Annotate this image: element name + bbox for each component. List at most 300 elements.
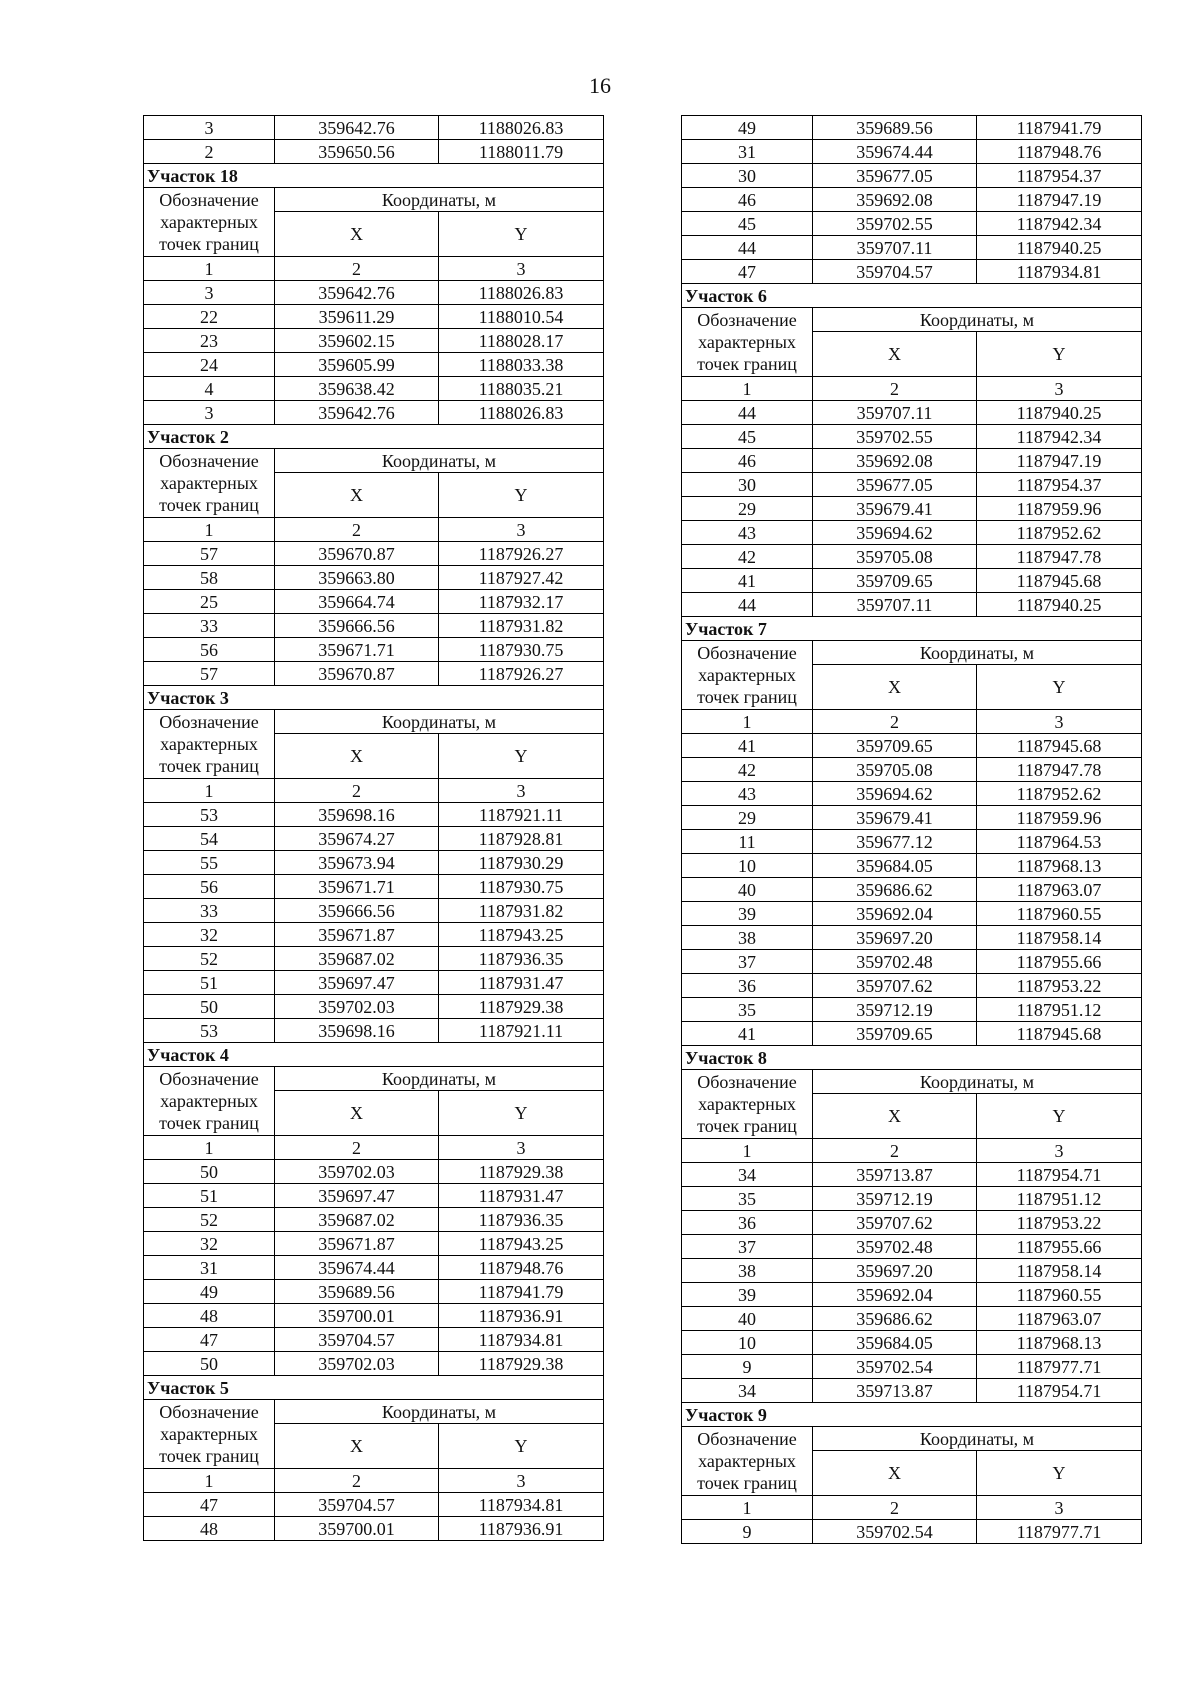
- x-coordinate: 359704.57: [275, 1328, 439, 1352]
- y-coordinate: 1187936.91: [439, 1517, 604, 1541]
- column-number-3: 3: [977, 1496, 1142, 1520]
- header-row: [682, 1427, 1142, 1451]
- designation-header: Обозначение характерных точек границ: [682, 1427, 813, 1496]
- table-row: [682, 188, 1142, 212]
- y-coordinate: 1187977.71: [977, 1520, 1142, 1544]
- point-id: 42: [682, 545, 813, 569]
- section-title: Участок 2: [144, 425, 604, 449]
- x-coordinate: 359670.87: [275, 542, 439, 566]
- y-coordinate: 1187929.38: [439, 995, 604, 1019]
- x-header: X: [275, 734, 439, 779]
- column-number-row: [682, 1496, 1142, 1520]
- y-coordinate: 1187930.75: [439, 875, 604, 899]
- point-id: 58: [144, 566, 275, 590]
- x-coordinate: 359674.44: [275, 1256, 439, 1280]
- table-row: [144, 827, 604, 851]
- x-coordinate: 359707.62: [813, 974, 977, 998]
- point-id: 51: [144, 1184, 275, 1208]
- point-id: 33: [144, 614, 275, 638]
- point-id: 47: [144, 1328, 275, 1352]
- y-coordinate: 1187963.07: [977, 878, 1142, 902]
- point-id: 42: [682, 758, 813, 782]
- right-column: [681, 115, 1141, 1544]
- point-id: 48: [144, 1517, 275, 1541]
- table-row: [682, 497, 1142, 521]
- table-row: [682, 569, 1142, 593]
- point-id: 50: [144, 1352, 275, 1376]
- y-coordinate: 1187929.38: [439, 1160, 604, 1184]
- x-coordinate: 359687.02: [275, 947, 439, 971]
- y-coordinate: 1187934.81: [439, 1328, 604, 1352]
- x-coordinate: 359707.11: [813, 593, 977, 617]
- x-coordinate: 359702.55: [813, 212, 977, 236]
- table-row: [682, 1520, 1142, 1544]
- column-number-1: 1: [682, 710, 813, 734]
- x-coordinate: 359684.05: [813, 1331, 977, 1355]
- x-coordinate: 359692.04: [813, 1283, 977, 1307]
- x-coordinate: 359687.02: [275, 1208, 439, 1232]
- y-coordinate: 1187928.81: [439, 827, 604, 851]
- section-title: Участок 5: [144, 1376, 604, 1400]
- y-coordinate: 1187942.34: [977, 212, 1142, 236]
- table-row: [144, 281, 604, 305]
- table-row: [682, 1211, 1142, 1235]
- point-id: 44: [682, 236, 813, 260]
- column-number-2: 2: [275, 257, 439, 281]
- table-row: [144, 1328, 604, 1352]
- point-id: 3: [144, 281, 275, 305]
- point-id: 33: [144, 899, 275, 923]
- y-coordinate: 1188010.54: [439, 305, 604, 329]
- table-row: [144, 377, 604, 401]
- designation-header: Обозначение характерных точек границ: [144, 188, 275, 257]
- table-row: [682, 1187, 1142, 1211]
- table-row: [144, 542, 604, 566]
- point-id: 50: [144, 995, 275, 1019]
- y-coordinate: 1187958.14: [977, 1259, 1142, 1283]
- y-coordinate: 1187930.29: [439, 851, 604, 875]
- point-id: 37: [682, 1235, 813, 1259]
- y-coordinate: 1187931.82: [439, 899, 604, 923]
- y-coordinate: 1187945.68: [977, 1022, 1142, 1046]
- point-id: 29: [682, 806, 813, 830]
- table-row: [144, 899, 604, 923]
- x-coordinate: 359605.99: [275, 353, 439, 377]
- y-coordinate: 1187945.68: [977, 734, 1142, 758]
- table-row: [144, 803, 604, 827]
- y-coordinate: 1187936.35: [439, 1208, 604, 1232]
- x-header: X: [275, 1424, 439, 1469]
- x-coordinate: 359694.62: [813, 782, 977, 806]
- x-coordinate: 359679.41: [813, 497, 977, 521]
- coordinates-header: Координаты, м: [275, 188, 604, 212]
- page-number: 16: [589, 73, 611, 98]
- y-coordinate: 1188026.83: [439, 401, 604, 425]
- column-number-2: 2: [275, 518, 439, 542]
- table-row: [682, 212, 1142, 236]
- coordinates-header: Координаты, м: [813, 1427, 1142, 1451]
- y-header: Y: [439, 1424, 604, 1469]
- point-id: 30: [682, 473, 813, 497]
- x-coordinate: 359697.47: [275, 971, 439, 995]
- y-coordinate: 1187955.66: [977, 1235, 1142, 1259]
- table-row: [144, 947, 604, 971]
- x-coordinate: 359707.11: [813, 236, 977, 260]
- table-row: [682, 140, 1142, 164]
- x-coordinate: 359702.03: [275, 1352, 439, 1376]
- point-id: 49: [144, 1280, 275, 1304]
- y-coordinate: 1187948.76: [439, 1256, 604, 1280]
- header-row: [144, 449, 604, 473]
- header-row: [682, 641, 1142, 665]
- column-number-2: 2: [813, 710, 977, 734]
- point-id: 29: [682, 497, 813, 521]
- point-id: 9: [682, 1355, 813, 1379]
- column-number-row: [682, 710, 1142, 734]
- x-coordinate: 359702.54: [813, 1355, 977, 1379]
- column-number-row: [144, 1469, 604, 1493]
- x-header: X: [813, 665, 977, 710]
- table-row: [144, 305, 604, 329]
- section-title-row: [144, 164, 604, 188]
- x-coordinate: 359705.08: [813, 545, 977, 569]
- table-row: [682, 260, 1142, 284]
- x-coordinate: 359677.12: [813, 830, 977, 854]
- column-number-2: 2: [813, 377, 977, 401]
- section-title-row: [144, 1043, 604, 1067]
- coordinates-header: Координаты, м: [275, 1400, 604, 1424]
- y-coordinate: 1187954.71: [977, 1163, 1142, 1187]
- y-coordinate: 1187953.22: [977, 1211, 1142, 1235]
- x-header: X: [813, 332, 977, 377]
- y-coordinate: 1187959.96: [977, 806, 1142, 830]
- x-header: X: [275, 212, 439, 257]
- table-row: [144, 1352, 604, 1376]
- table-row: [682, 116, 1142, 140]
- point-id: 30: [682, 164, 813, 188]
- table-row: [682, 449, 1142, 473]
- x-coordinate: 359712.19: [813, 1187, 977, 1211]
- point-id: 57: [144, 542, 275, 566]
- point-id: 54: [144, 827, 275, 851]
- point-id: 31: [144, 1256, 275, 1280]
- coordinates-header: Координаты, м: [275, 449, 604, 473]
- x-header: X: [813, 1451, 977, 1496]
- y-coordinate: 1187926.27: [439, 542, 604, 566]
- table-row: [682, 1259, 1142, 1283]
- y-coordinate: 1187954.71: [977, 1379, 1142, 1403]
- point-id: 24: [144, 353, 275, 377]
- point-id: 31: [682, 140, 813, 164]
- x-coordinate: 359670.87: [275, 662, 439, 686]
- point-id: 38: [682, 1259, 813, 1283]
- x-coordinate: 359679.41: [813, 806, 977, 830]
- table-row: [682, 473, 1142, 497]
- point-id: 56: [144, 875, 275, 899]
- y-coordinate: 1188026.83: [439, 281, 604, 305]
- column-number-row: [682, 377, 1142, 401]
- x-coordinate: 359692.08: [813, 188, 977, 212]
- table-row: [144, 971, 604, 995]
- table-row: [144, 590, 604, 614]
- coordinates-header: Координаты, м: [275, 710, 604, 734]
- x-coordinate: 359709.65: [813, 569, 977, 593]
- y-coordinate: 1187968.13: [977, 1331, 1142, 1355]
- section-title: Участок 4: [144, 1043, 604, 1067]
- y-coordinate: 1187947.19: [977, 449, 1142, 473]
- x-header: X: [275, 1091, 439, 1136]
- column-number-row: [144, 518, 604, 542]
- x-coordinate: 359689.56: [813, 116, 977, 140]
- point-id: 45: [682, 212, 813, 236]
- x-coordinate: 359707.11: [813, 401, 977, 425]
- x-coordinate: 359704.57: [813, 260, 977, 284]
- point-id: 32: [144, 923, 275, 947]
- table-row: [144, 923, 604, 947]
- point-id: 47: [682, 260, 813, 284]
- x-coordinate: 359611.29: [275, 305, 439, 329]
- point-id: 32: [144, 1232, 275, 1256]
- table-row: [144, 353, 604, 377]
- header-row: [144, 1067, 604, 1091]
- table-row: [682, 1379, 1142, 1403]
- table-row: [682, 236, 1142, 260]
- point-id: 4: [144, 377, 275, 401]
- column-number-2: 2: [275, 779, 439, 803]
- point-id: 53: [144, 1019, 275, 1043]
- y-coordinate: 1188028.17: [439, 329, 604, 353]
- x-coordinate: 359704.57: [275, 1493, 439, 1517]
- section-title-row: [682, 1046, 1142, 1070]
- point-id: 47: [144, 1493, 275, 1517]
- x-coordinate: 359694.62: [813, 521, 977, 545]
- designation-header: Обозначение характерных точек границ: [144, 1400, 275, 1469]
- point-id: 23: [144, 329, 275, 353]
- table-row: [144, 614, 604, 638]
- y-coordinate: 1187932.17: [439, 590, 604, 614]
- point-id: 50: [144, 1160, 275, 1184]
- header-row: [144, 1400, 604, 1424]
- y-coordinate: 1187931.47: [439, 971, 604, 995]
- column-number-1: 1: [682, 377, 813, 401]
- y-coordinate: 1187960.55: [977, 902, 1142, 926]
- y-coordinate: 1187940.25: [977, 401, 1142, 425]
- designation-header: Обозначение характерных точек границ: [144, 1067, 275, 1136]
- table-row: [682, 545, 1142, 569]
- y-coordinate: 1187943.25: [439, 923, 604, 947]
- column-number-1: 1: [144, 1469, 275, 1493]
- column-number-2: 2: [275, 1136, 439, 1160]
- x-coordinate: 359638.42: [275, 377, 439, 401]
- point-id: 57: [144, 662, 275, 686]
- section-title-row: [144, 686, 604, 710]
- left-column: [143, 115, 603, 1541]
- x-coordinate: 359709.65: [813, 734, 977, 758]
- x-coordinate: 359689.56: [275, 1280, 439, 1304]
- point-id: 52: [144, 1208, 275, 1232]
- x-coordinate: 359684.05: [813, 854, 977, 878]
- y-coordinate: 1187942.34: [977, 425, 1142, 449]
- y-coordinate: 1187934.81: [977, 260, 1142, 284]
- x-coordinate: 359697.47: [275, 1184, 439, 1208]
- x-coordinate: 359671.87: [275, 1232, 439, 1256]
- table-row: [682, 1355, 1142, 1379]
- y-coordinate: 1187954.37: [977, 473, 1142, 497]
- point-id: 48: [144, 1304, 275, 1328]
- point-id: 43: [682, 521, 813, 545]
- point-id: 9: [682, 1520, 813, 1544]
- column-number-row: [682, 1139, 1142, 1163]
- y-coordinate: 1188035.21: [439, 377, 604, 401]
- section-title-row: [682, 284, 1142, 308]
- table-row: [682, 758, 1142, 782]
- column-number-1: 1: [144, 1136, 275, 1160]
- y-coordinate: 1187948.76: [977, 140, 1142, 164]
- y-coordinate: 1187927.42: [439, 566, 604, 590]
- table-row: [144, 1256, 604, 1280]
- table-row: [682, 1307, 1142, 1331]
- x-coordinate: 359697.20: [813, 1259, 977, 1283]
- point-id: 11: [682, 830, 813, 854]
- y-coordinate: 1187921.11: [439, 803, 604, 827]
- table-row: [144, 662, 604, 686]
- table-row: [682, 782, 1142, 806]
- column-number-row: [144, 779, 604, 803]
- table-row: [682, 1331, 1142, 1355]
- x-coordinate: 359642.76: [275, 401, 439, 425]
- point-id: 43: [682, 782, 813, 806]
- point-id: 41: [682, 1022, 813, 1046]
- table-row: [682, 401, 1142, 425]
- point-id: 41: [682, 569, 813, 593]
- y-coordinate: 1187947.19: [977, 188, 1142, 212]
- y-coordinate: 1188033.38: [439, 353, 604, 377]
- x-coordinate: 359709.65: [813, 1022, 977, 1046]
- point-id: 34: [682, 1163, 813, 1187]
- x-coordinate: 359698.16: [275, 803, 439, 827]
- coordinates-header: Координаты, м: [813, 1070, 1142, 1094]
- table-row: [144, 1160, 604, 1184]
- coordinates-table-right: [681, 115, 1142, 1544]
- x-coordinate: 359697.20: [813, 926, 977, 950]
- point-id: 56: [144, 638, 275, 662]
- y-coordinate: 1187930.75: [439, 638, 604, 662]
- column-number-2: 2: [813, 1139, 977, 1163]
- table-row: [682, 521, 1142, 545]
- point-id: 37: [682, 950, 813, 974]
- header-row: [144, 710, 604, 734]
- y-coordinate: 1187940.25: [977, 593, 1142, 617]
- y-coordinate: 1187954.37: [977, 164, 1142, 188]
- point-id: 10: [682, 1331, 813, 1355]
- point-id: 25: [144, 590, 275, 614]
- point-id: 55: [144, 851, 275, 875]
- y-coordinate: 1187977.71: [977, 1355, 1142, 1379]
- x-coordinate: 359692.04: [813, 902, 977, 926]
- x-coordinate: 359671.87: [275, 923, 439, 947]
- table-row: [682, 1283, 1142, 1307]
- column-number-1: 1: [144, 257, 275, 281]
- point-id: 40: [682, 1307, 813, 1331]
- point-id: 40: [682, 878, 813, 902]
- x-coordinate: 359686.62: [813, 878, 977, 902]
- x-header: X: [813, 1094, 977, 1139]
- y-coordinate: 1187941.79: [439, 1280, 604, 1304]
- y-coordinate: 1187943.25: [439, 1232, 604, 1256]
- x-coordinate: 359713.87: [813, 1379, 977, 1403]
- section-title-row: [682, 1403, 1142, 1427]
- designation-header: Обозначение характерных точек границ: [682, 308, 813, 377]
- header-row: [682, 308, 1142, 332]
- x-coordinate: 359702.55: [813, 425, 977, 449]
- column-number-1: 1: [144, 779, 275, 803]
- point-id: 41: [682, 734, 813, 758]
- column-number-2: 2: [275, 1469, 439, 1493]
- x-coordinate: 359686.62: [813, 1307, 977, 1331]
- table-row: [144, 401, 604, 425]
- y-header: Y: [977, 332, 1142, 377]
- x-coordinate: 359664.74: [275, 590, 439, 614]
- x-coordinate: 359642.76: [275, 281, 439, 305]
- point-id: 45: [682, 425, 813, 449]
- y-coordinate: 1187921.11: [439, 1019, 604, 1043]
- table-row: [682, 1022, 1142, 1046]
- table-row: [144, 329, 604, 353]
- section-title: Участок 6: [682, 284, 1142, 308]
- y-coordinate: 1187959.96: [977, 497, 1142, 521]
- x-coordinate: 359671.71: [275, 638, 439, 662]
- point-id: 2: [144, 140, 275, 164]
- table-row: [144, 995, 604, 1019]
- point-id: 46: [682, 449, 813, 473]
- x-coordinate: 359702.03: [275, 995, 439, 1019]
- point-id: 38: [682, 926, 813, 950]
- point-id: 44: [682, 593, 813, 617]
- point-id: 3: [144, 116, 275, 140]
- section-title-row: [682, 617, 1142, 641]
- y-coordinate: 1187963.07: [977, 1307, 1142, 1331]
- table-row: [682, 734, 1142, 758]
- point-id: 51: [144, 971, 275, 995]
- section-title-row: [144, 1376, 604, 1400]
- column-number-3: 3: [977, 1139, 1142, 1163]
- y-coordinate: 1187958.14: [977, 926, 1142, 950]
- table-row: [682, 950, 1142, 974]
- point-id: 44: [682, 401, 813, 425]
- y-coordinate: 1187947.78: [977, 545, 1142, 569]
- table-row: [144, 1304, 604, 1328]
- y-header: Y: [439, 734, 604, 779]
- y-coordinate: 1187955.66: [977, 950, 1142, 974]
- y-coordinate: 1187934.81: [439, 1493, 604, 1517]
- y-coordinate: 1187945.68: [977, 569, 1142, 593]
- x-header: X: [275, 473, 439, 518]
- designation-header: Обозначение характерных точек границ: [144, 710, 275, 779]
- table-row: [144, 140, 604, 164]
- y-coordinate: 1187951.12: [977, 1187, 1142, 1211]
- table-row: [682, 1235, 1142, 1259]
- column-number-3: 3: [439, 779, 604, 803]
- y-coordinate: 1187931.82: [439, 614, 604, 638]
- section-title: Участок 7: [682, 617, 1142, 641]
- column-number-3: 3: [439, 518, 604, 542]
- section-title: Участок 8: [682, 1046, 1142, 1070]
- x-coordinate: 359602.15: [275, 329, 439, 353]
- table-row: [144, 1019, 604, 1043]
- y-header: Y: [439, 473, 604, 518]
- y-header: Y: [977, 1451, 1142, 1496]
- y-header: Y: [439, 1091, 604, 1136]
